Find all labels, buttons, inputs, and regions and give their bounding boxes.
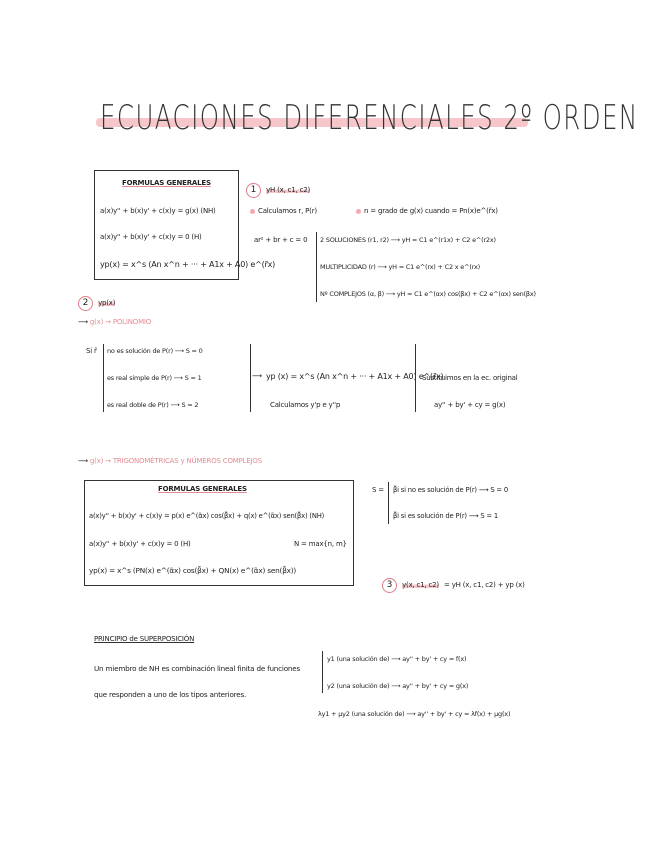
- arrow-icon: ⟶: [78, 457, 90, 465]
- case1: [320, 236, 496, 244]
- trig-nmax: N = max{n, m}: [294, 540, 347, 548]
- superposition-line1: Un miembro de NH es combinación lineal finita de funciones: [94, 664, 301, 673]
- case1-label: 2 SOLUCIONES (r1, r2): [320, 236, 389, 244]
- char-equation: ar² + br + c = 0: [254, 236, 308, 244]
- poly-heading: [78, 318, 151, 326]
- cond-bracket: [103, 344, 104, 412]
- superposition-item1: y1 (una solución de) ⟶ ay'' + by' + cy = f(x): [327, 655, 467, 663]
- formula-nh: a(x)y'' + b(x)y' + c(x)y = g(x) (NH): [100, 207, 216, 215]
- original-equation: ay'' + by' + cy = g(x): [434, 401, 506, 409]
- case2: [320, 263, 480, 271]
- section3-label: y(x, c1, c2): [402, 581, 439, 589]
- grade-note: [356, 207, 498, 215]
- trig-formula-nh: a(x)y'' + b(x)y' + c(x)y = p(x) e^(α̃x) cos(β̃x) + q(x) e^(α̃x) sen(β̃x) (NH): [89, 512, 325, 520]
- section3: [382, 572, 525, 593]
- arrow-icon: ⟶: [385, 290, 397, 298]
- section1-label: yH (x, c1, c2): [266, 186, 311, 194]
- superposition-bracket: [322, 651, 323, 693]
- divider-left: [250, 344, 251, 412]
- superposition-item2: y2 (una solución de) ⟶ ay'' + by' + cy = g(x): [327, 682, 469, 690]
- trig-formula-h: a(x)y'' + b(x)y' + c(x)y = 0 (H): [89, 540, 191, 548]
- case1-result: yH = C1 e^(r1x) + C2 e^(r2x): [401, 236, 496, 244]
- case3-label: Nº COMPLEJOS (α, β): [320, 290, 384, 298]
- s-cond2: β̃i si es solución de P(r) ⟶ S = 1: [393, 512, 498, 520]
- arrow-icon: ⟶: [252, 372, 262, 380]
- superposition-line2: que responden a uno de los tipos anteriores.: [94, 690, 247, 699]
- case2-label: MULTIPLICIDAD (r): [320, 263, 376, 271]
- formula-yp: yp(x) = x^s (An x^n + ··· + A1x + A0) e^(r̃x): [100, 260, 276, 269]
- case3-result: yH = C1 e^(αx) cos(βx) + C2 e^(αx) sen(βx): [396, 290, 536, 298]
- superposition-heading: PRINCIPIO de SUPERPOSICIÓN: [94, 635, 195, 643]
- trig-formula-yp: yp(x) = x^s (PN(x) e^(α̃x) cos(β̃x) + QN(x) e^(α̃x) sen(β̃x)): [89, 566, 297, 575]
- s-label: S =: [372, 486, 384, 494]
- cond2: es real simple de P(r) ⟶ S = 1: [107, 374, 202, 382]
- si-label: Si r̃: [86, 347, 97, 355]
- trig-heading: [78, 457, 262, 465]
- trig-box-heading: FORMULAS GENERALES: [158, 485, 247, 493]
- formula-h: a(x)y'' + b(x)y' + c(x)y = 0 (H): [100, 233, 202, 241]
- formulas-heading: FORMULAS GENERALES: [122, 179, 211, 187]
- calc-r: [250, 207, 317, 215]
- yp-polynomial: yp (x) = x^s (An x^n + ··· + A1x + A0) e^(r̃x): [266, 372, 444, 381]
- cond1: no es solución de P(r) ⟶ S = 0: [107, 347, 203, 355]
- arrow-icon: ⟶: [377, 263, 389, 271]
- poly-heading-text: g(x) → POLINOMIO: [89, 318, 152, 326]
- bullet-icon: [250, 209, 255, 214]
- section3-number: 3: [382, 578, 397, 593]
- s-bracket: [388, 482, 389, 524]
- cond3: es real doble de P(r) ⟶ S = 2: [107, 401, 199, 409]
- substitute-note: Sustituimos en la ec. original: [422, 374, 518, 382]
- section1-header: [246, 177, 310, 198]
- case2-result: yH = C1 e^(rx) + C2 x e^(rx): [388, 263, 480, 271]
- section1-number: 1: [246, 183, 261, 198]
- arrow-icon: ⟶: [390, 236, 402, 244]
- superposition-item3: λy1 + μy2 (una solución de) ⟶ ay'' + by' + cy = λf(x) + μg(x): [318, 710, 511, 718]
- calc-derivatives: Calculamos y'p e y''p: [270, 401, 341, 409]
- calc-r-text: Calculamos r, P(r): [258, 207, 317, 215]
- cases-bracket: [316, 232, 317, 302]
- trig-heading-text: g(x) → TRIGONOMÉTRICAS y NÚMEROS COMPLEJOS: [89, 457, 262, 465]
- divider-right: [415, 344, 416, 412]
- section2-header: [78, 290, 115, 311]
- case3: [320, 290, 536, 298]
- section2-number: 2: [78, 296, 93, 311]
- bullet-icon: [356, 209, 361, 214]
- grade-note-text: n = grado de g(x) cuando = Pn(x)e^(r̃x): [364, 207, 498, 215]
- section2-label: yp(x): [98, 299, 116, 307]
- s-cond1: β̃i si no es solución de P(r) ⟶ S = 0: [393, 486, 509, 494]
- page-title: ECUACIONES DIFERENCIALES 2º ORDEN: [100, 98, 639, 138]
- arrow-icon: ⟶: [78, 318, 90, 326]
- section3-formula: = yH (x, c1, c2) + yp (x): [444, 581, 525, 589]
